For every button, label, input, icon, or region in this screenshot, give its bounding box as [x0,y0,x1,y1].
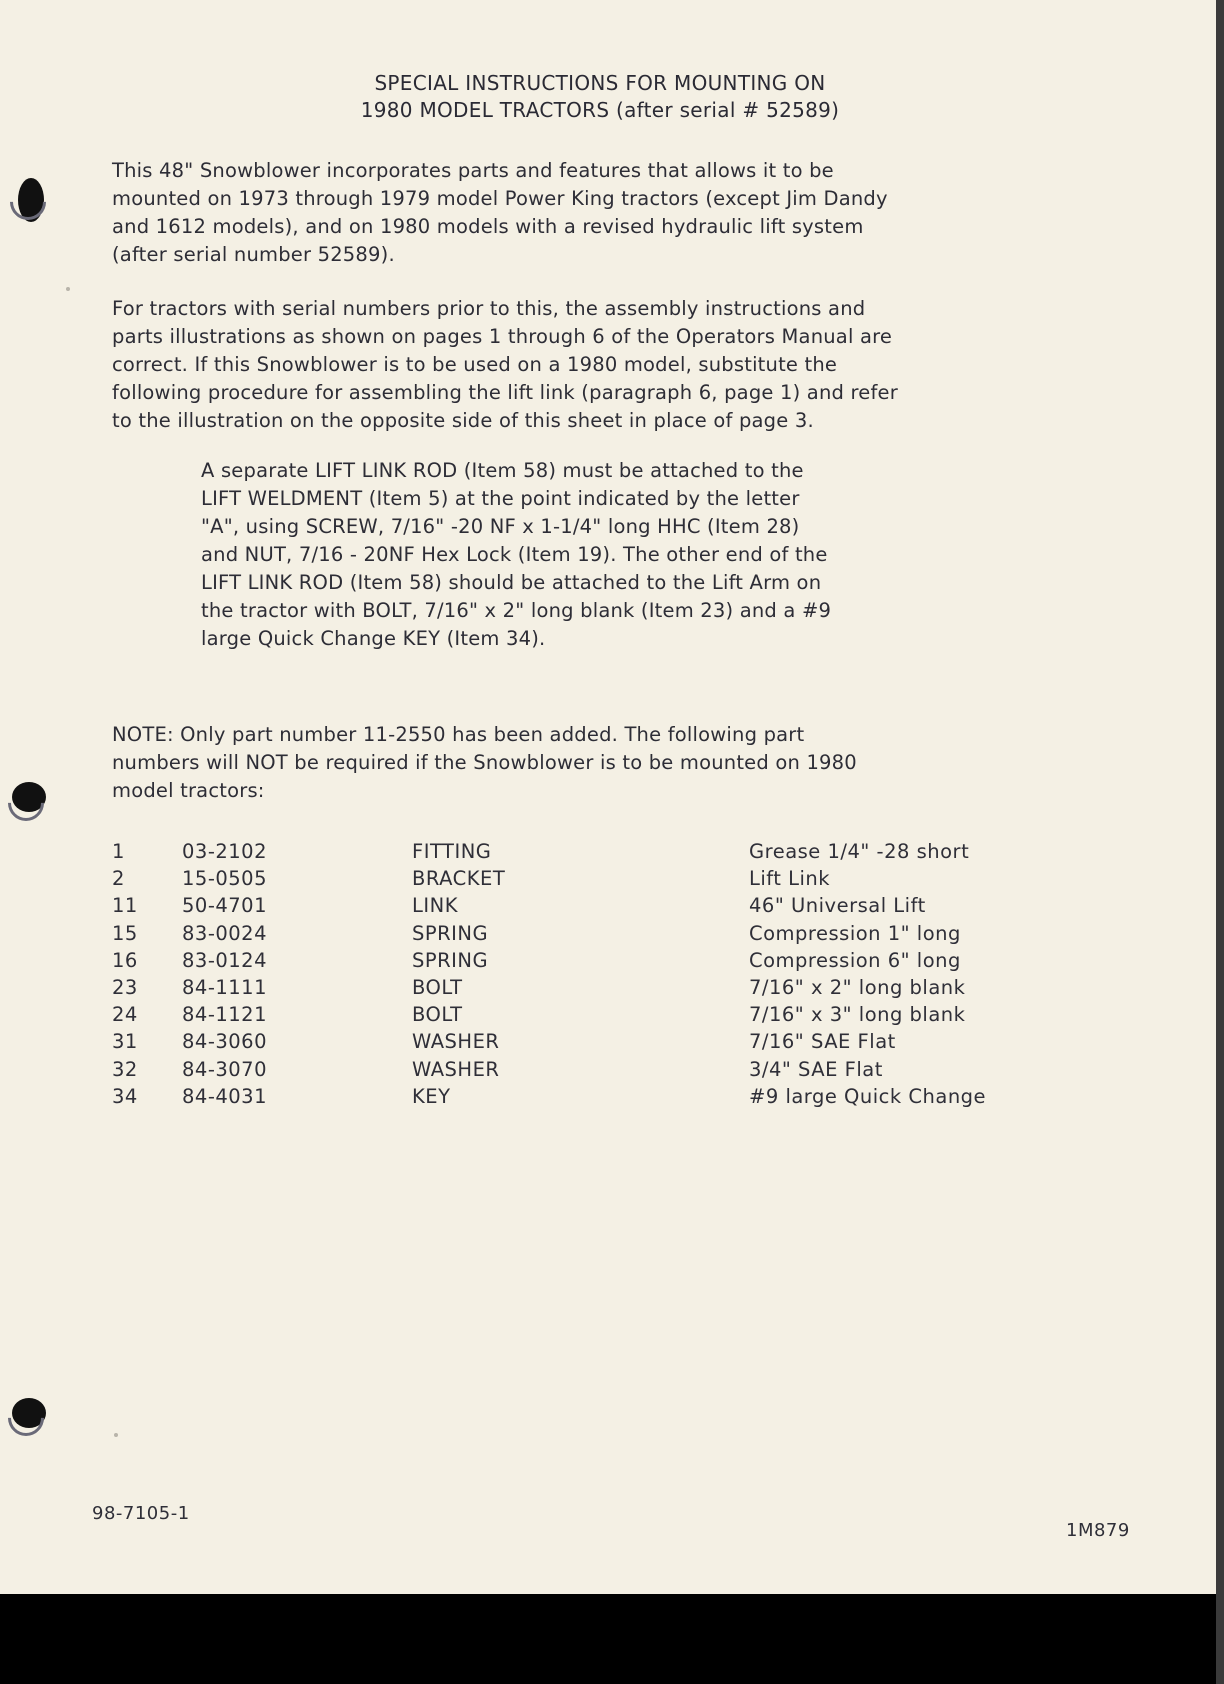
paragraph-line: (after serial number 52589). [112,243,395,266]
parts-row [112,1085,1112,1112]
part-description: Compression 6" long [749,948,961,972]
title-line-1: SPECIAL INSTRUCTIONS FOR MOUNTING ON [374,71,826,95]
part-number: 84-3070 [182,1057,267,1081]
part-item-number: 31 [112,1030,138,1054]
paper-speck [66,287,70,291]
paragraph-line: A separate LIFT LINK ROD (Item 58) must be attached to the [201,459,804,482]
paragraph-line: correct. If this Snowblower is to be used on a 1980 model, substitute the [112,353,838,376]
punch-hole-middle-shadow [1,778,52,829]
part-description: 7/16" x 3" long blank [749,1003,966,1027]
scan-edge [1216,0,1224,1684]
part-description: 3/4" SAE Flat [749,1057,883,1081]
paragraph-line: mounted on 1973 through 1979 model Power King tractors (except Jim Dandy [112,187,888,210]
punch-hole-bottom-shadow [1,1393,52,1444]
part-item-number: 15 [112,921,138,945]
part-name: BRACKET [412,867,506,891]
parts-row [112,922,1112,949]
part-name: KEY [412,1084,451,1108]
part-name: BOLT [412,975,463,999]
paragraph-line: large Quick Change KEY (Item 34). [201,627,546,650]
paragraph-line: LIFT LINK ROD (Item 58) should be attached to the Lift Arm on [201,571,822,594]
part-number: 03-2102 [182,840,267,863]
paragraph-line: and NUT, 7/16 - 20NF Hex Lock (Item 19). The other end of the [201,543,828,566]
part-item-number: 11 [112,894,138,918]
part-item-number: 2 [112,867,125,891]
lift-link-instructions [201,457,1001,653]
paper-speck [114,1433,118,1437]
parts-row [112,1003,1112,1030]
part-name: LINK [412,894,458,918]
parts-row [112,840,1112,867]
paragraph-line: For tractors with serial numbers prior to this, the assembly instructions and [112,297,866,320]
part-description: Lift Link [749,867,831,891]
part-name: SPRING [412,921,489,945]
part-description: Compression 1" long [749,921,961,945]
part-number: 84-1121 [182,1003,267,1027]
part-number: 15-0505 [182,867,267,891]
paragraph-line: NOTE: Only part number 11-2550 has been added. The following part [112,723,805,746]
paragraph-line: This 48" Snowblower incorporates parts and features that allows it to be [112,159,834,182]
paragraph-line: to the illustration on the opposite side of this sheet in place of page 3. [112,409,814,432]
paragraph-line: and 1612 models), and on 1980 models with a revised hydraulic lift system [112,215,864,238]
intro-paragraph [112,157,1112,269]
part-item-number: 32 [112,1057,138,1081]
part-name: SPRING [412,948,489,972]
part-number: 83-0124 [182,948,267,972]
parts-row [112,1030,1112,1057]
part-name: BOLT [412,1003,463,1027]
page-title [230,70,970,124]
part-number: 84-3060 [182,1030,267,1054]
parts-row [112,894,1112,921]
parts-row [112,1058,1112,1085]
part-description: 7/16" x 2" long blank [749,975,966,999]
part-description: 7/16" SAE Flat [749,1030,896,1054]
paragraph-line: numbers will NOT be required if the Snowblower is to be mounted on 1980 [112,751,857,774]
part-description: 46" Universal Lift [749,894,926,918]
parts-row [112,949,1112,976]
parts-list [112,840,1112,1112]
part-description: #9 large Quick Change [749,1084,987,1108]
part-number: 83-0024 [182,921,267,945]
part-number: 50-4701 [182,894,267,918]
parts-row [112,867,1112,894]
punch-hole-top-shadow [3,177,54,228]
part-item-number: 16 [112,948,138,972]
part-item-number: 1 [112,840,125,863]
title-line-2: 1980 MODEL TRACTORS (after serial # 52589) [360,98,840,122]
part-number: 84-1111 [182,975,267,999]
paragraph-line: parts illustrations as shown on pages 1 through 6 of the Operators Manual are [112,325,893,348]
part-description: Grease 1/4" -28 short [749,840,970,863]
part-name: FITTING [412,840,492,863]
print-code: 1M879 [1066,1520,1130,1541]
part-name: WASHER [412,1030,500,1054]
part-item-number: 24 [112,1003,138,1027]
part-item-number: 23 [112,975,138,999]
paragraph-line: the tractor with BOLT, 7/16" x 2" long blank (Item 23) and a #9 [201,599,832,622]
paragraph-line: LIFT WELDMENT (Item 5) at the point indicated by the letter [201,487,800,510]
parts-row [112,976,1112,1003]
note-paragraph [112,721,1112,805]
part-item-number: 34 [112,1084,138,1108]
prior-tractors-paragraph [112,295,1112,435]
paragraph-line: model tractors: [112,779,265,802]
part-number: 84-4031 [182,1084,267,1108]
form-number: 98-7105-1 [92,1503,190,1524]
part-name: WASHER [412,1057,500,1081]
paragraph-line: following procedure for assembling the lift link (paragraph 6, page 1) and refer [112,381,898,404]
paragraph-line: "A", using SCREW, 7/16" -20 NF x 1-1/4" long HHC (Item 28) [201,515,800,538]
